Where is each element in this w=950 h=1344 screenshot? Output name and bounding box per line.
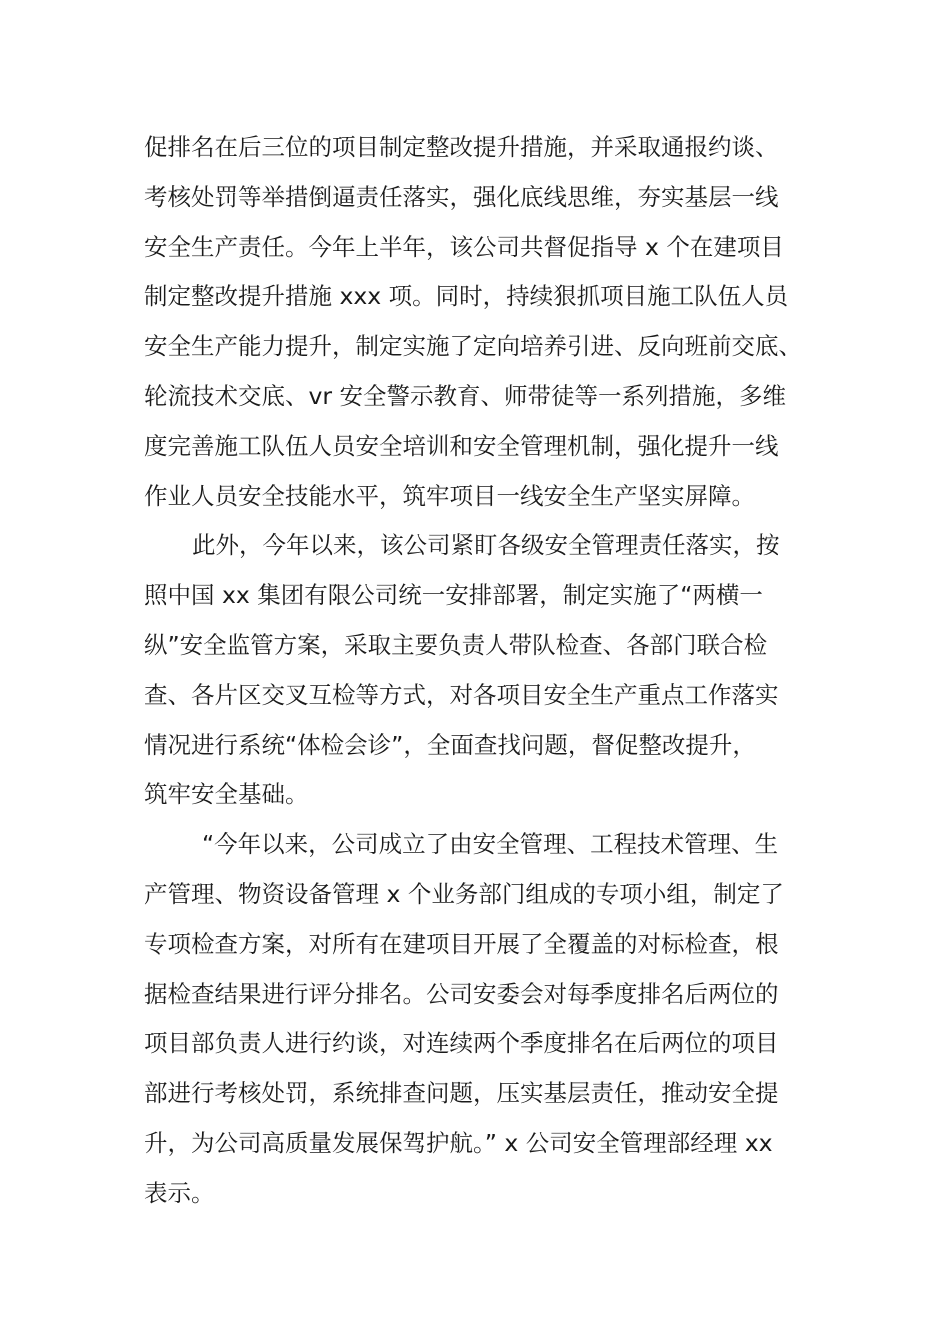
text-line: 此外，今年以来，该公司紧盯各级安全管理责任落实，按 — [192, 531, 780, 560]
text-line: 专项检查方案，对所有在建项目开展了全覆盖的对标检查，根 — [144, 929, 779, 958]
text-line: 安全生产能力提升，制定实施了定向培养引进、反向班前交底、 — [144, 332, 802, 361]
text-line: 升，为公司高质量发展保驾护航。” x 公司安全管理部经理 xx — [144, 1128, 773, 1157]
text-line: 制定整改提升措施 xxx 项。同时，持续狠抓项目施工队伍人员 — [144, 282, 789, 311]
body-text — [144, 123, 816, 1219]
text-line: 纵”安全监管方案，采取主要负责人带队检查、各部门联合检 — [144, 630, 768, 659]
text-line: 查、各片区交叉互检等方式，对各项目安全生产重点工作落实 — [144, 680, 779, 709]
paragraph-1 — [144, 123, 816, 521]
text-line: 安全生产责任。今年上半年，该公司共督促指导 x 个在建项目 — [144, 232, 784, 261]
text-line: 据检查结果进行评分排名。公司安委会对每季度排名后两位的 — [144, 979, 779, 1008]
text-line: “今年以来，公司成立了由安全管理、工程技术管理、生 — [202, 830, 779, 859]
text-line: 作业人员安全技能水平，筑牢项目一线安全生产坚实屏障。 — [144, 481, 755, 510]
paragraph-2 — [144, 521, 816, 820]
text-line: 考核处罚等举措倒逼责任落实，强化底线思维，夯实基层一线 — [144, 182, 779, 211]
paragraph-3 — [144, 820, 816, 1218]
text-line: 筑牢安全基础。 — [144, 780, 309, 809]
text-line: 轮流技术交底、vr 安全警示教育、师带徒等一系列措施，多维 — [144, 381, 787, 410]
text-line: 表示。 — [144, 1178, 215, 1207]
text-line: 产管理、物资设备管理 x 个业务部门组成的专项小组，制定了 — [144, 879, 784, 908]
text-line: 促排名在后三位的项目制定整改提升措施，并采取通报约谈、 — [144, 133, 779, 161]
text-line: 项目部负责人进行约谈，对连续两个季度排名在后两位的项目 — [144, 1029, 779, 1058]
text-line: 照中国 xx 集团有限公司统一安排部署，制定实施了“两横一 — [144, 581, 763, 610]
text-line: 度完善施工队伍人员安全培训和安全管理机制，强化提升一线 — [144, 431, 779, 460]
text-line: 部进行考核处罚，系统排查问题，压实基层责任，推动安全提 — [144, 1079, 779, 1108]
text-line: 情况进行系统“体检会诊”，全面查找问题，督促整改提升， — [144, 730, 756, 759]
